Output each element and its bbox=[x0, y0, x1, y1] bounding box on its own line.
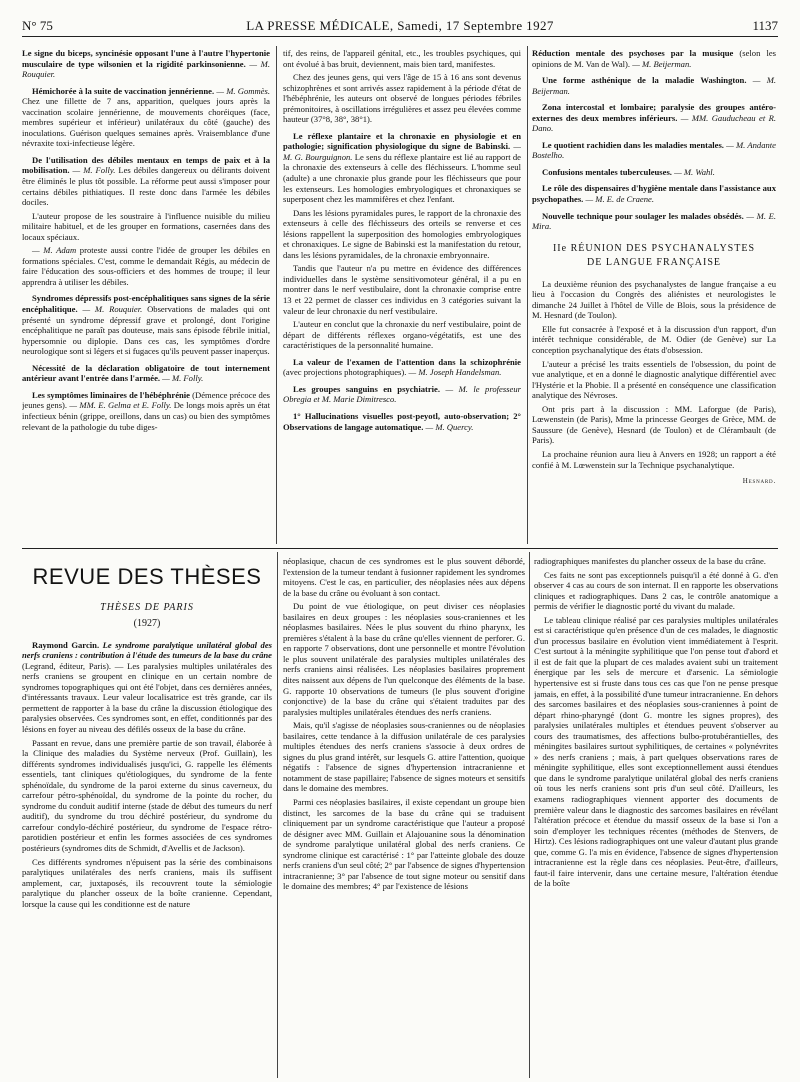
theses-title: THÈSES DE PARIS bbox=[100, 601, 194, 613]
paragraph: La deuxième réunion des psychanalystes de langue française a eu lieu à l'occasion du Congrès des aliénistes et neurologistes le dimanche 24 Juillet à l'hôtel de Ville de Blois, sous la présidence de M. Hesnard (de Toulon). bbox=[532, 278, 776, 321]
communication: Réduction mentale des psychoses par la musique (selon les opinions de M. Van de Wal). — M. Beijerman. bbox=[532, 48, 776, 69]
communication: Le quotient rachidien dans les maladies mentales. — M. Andante Bostelho. bbox=[532, 139, 776, 161]
signoff: Hesnard. bbox=[742, 477, 776, 486]
communication: Une forme asthénique de la maladie Washington. — M. Beijerman. bbox=[532, 75, 776, 96]
paragraph: Ces différents syndromes n'épuisent pas la série des combinaisons paralytiques unilatérales des nerfs craniens, mais ils suffisent amplement, car, juxtaposés, ils recouvrent toute la sémiologie paralytique du plancher osseux de la boîte cranienne. Cependant, lorsque la cause qui les conditionne est de nature bbox=[22, 856, 272, 909]
paragraph: Chez des jeunes gens, qui vers l'âge de 15 à 16 ans sont devenus schizophrènes et sont arrivés assez rapidement à la période d'état de l'hébéphrénie, les auteurs ont observé de longues périodes fébriles prémonitoires, à oscillations irrégulières et assez peu élevées comme hauteur (37°8, 38°, 38°1). bbox=[283, 72, 521, 125]
bottom-column-2 bbox=[283, 556, 525, 1078]
communication: De l'utilisation des débiles mentaux en temps de paix et à la mobilisation. — M. Folly. Les débiles dangereux ou délirants doivent être éliminés le plus tôt possible. La réforme peut aussi s'imposer pour certains débiles pithiatiques. Il reste donc dans l'armée les débiles dociles. bbox=[22, 154, 270, 208]
communication: Le réflexe plantaire et la chronaxie en physiologie et en pathologie; signification physiologique du signe de Babinski. — M. G. Bourguignon. Le sens du réflexe plantaire est lié au rapport de la chronaxie des extenseurs à celle des fléchisseurs. L'homme seul (adulte) a une chronaxie plus grande pour les fléchisseurs que pour les extenseurs. Les homologies embryologiques et chronaxiques se superposent chez les mammifères et chez l'enfant. bbox=[283, 130, 521, 205]
communication: 1° Hallucinations visuelles post-peyotl, auto-observation; 2° Observations de langage automatique. — M. Quercy. bbox=[283, 410, 521, 432]
thesis-entry: Raymond Garcin. Le syndrome paralytique unilatéral global des nerfs craniens : contribution à l'étude des tumeurs de la base du crâne (Legrand, éditeur, Paris). — Les paralysies multiples unilatérales des nerfs craniens se groupent en clinique en un certain nombre de syndromes topographiques qui ont été l'objet, dans ces dernières années, d'intéressants travaux. Leur valeur localisatrice est très grande, car ils permettent de rapporter à la base du crâne la discussion étiologique des paralysies observées. Ces syndromes sont, en effet, conditionnés par des lésions en foyer au niveau des défilés osseux de la base du crâne. bbox=[22, 639, 272, 735]
paragraph: Du point de vue étiologique, on peut diviser ces néoplasies basilaires en deux groupes : les néoplasies sous-craniennes et les néoplasmes basilaires. Nées le plus souvent du rhino pharynx, les premières s'étalent à la base du crâne qu'elles viennent de perforer. G. en rapporte 7 observations, dont une personnelle et montre l'évolution le plus souvent unilatérale des paralysies multiples unilatérales des nerfs craniens ainsi réalisées. Les néoplasies basilaires proprement dites naissent aux dépens de l'un quelconque des éléments de la base. G. rapporte 10 observations de tumeurs (le plus souvent d'origine conjonctive) de la base du crâne qui s'étaient traduites par des paralysies multiples unilatérales étendues des nerfs craniens. bbox=[283, 601, 525, 717]
column-rule bbox=[276, 46, 277, 544]
paragraph: — M. Adam proteste aussi contre l'idée de grouper les débiles en formations spéciales. C'est, comme le demandait Régis, au médecin de faire l'éducation des sous-officiers et des hommes de troupe; il leur apprendra à utiliser les débiles. bbox=[22, 245, 270, 287]
column-rule bbox=[527, 46, 528, 544]
section-divider bbox=[22, 548, 778, 549]
bottom-column-1 bbox=[22, 556, 272, 1078]
paragraph: Ont pris part à la discussion : MM. Laforgue (de Paris), Lœwenstein (de Paris), Mme la princesse Georges de Grèce, MM. de Saussure (de Genève), Hesnard (de Toulon) et de Clérambault (de Paris). bbox=[532, 403, 776, 446]
communication: Confusions mentales tuberculeuses. — M. Wahl. bbox=[542, 166, 715, 177]
communication: Nécessité de la déclaration obligatoire de tout internement antérieur avant l'entrée dans l'armée. — M. Folly. bbox=[22, 362, 270, 384]
issue-number: N° 75 bbox=[22, 18, 53, 33]
paragraph: Dans les lésions pyramidales pures, le rapport de la chronaxie des extenseurs à celle des fléchisseurs des orteils se renverse et ces lésions rappellent la superposition des homologies embryologiques et chronaxiques. Le signe de Babinski est la manifestation du retour, dans les lésions pyramidales, de la chronaxie embryonnaire. bbox=[283, 207, 521, 260]
paragraph: radiographiques manifestes du plancher osseux de la base du crâne. bbox=[534, 556, 766, 566]
paragraph: L'auteur a précisé les traits essentiels de l'obsession, du point de vue analytique, et en a donné le diagnostic analytique différentiel avec l'Hystérie et la Phobie. Il a présenté en conséquence une classification analytique des Névroses. bbox=[532, 358, 776, 401]
page-number: 1137 bbox=[752, 18, 778, 33]
communication: Syndromes dépressifs post-encéphalitiques sans signes de la série encéphalitique. — M. Rouquier. Observations de malades qui ont présenté un syndrome dépressif grave et prolongé, dont l'origine encéphalitique ne paraît pas douteuse, mais sans épisode fébrile initial, hypersomnie ou diplopie. Dans ces cas, les symptômes d'ordre neurologique sont si légers et si fugaces qu'ils peuvent passer inaperçus. bbox=[22, 293, 270, 357]
top-column-2 bbox=[283, 48, 521, 544]
journal-line: LA PRESSE MÉDICALE, Samedi, 17 Septembre 1927 bbox=[246, 18, 554, 33]
paragraph: Mais, qu'il s'agisse de néoplasies sous-craniennes ou de néoplasies basilaires, cette tendance à la diffusion unilatérale de ces paralysies multiples étendues des nerfs craniens s'associe à deux ordres de signes du plus grand intérêt, sur lesquels G. attire l'attention, quoique négatifs : l'absence de signes d'hypertension intracranienne et notamment de stase papillaire; l'absence de signes moteurs et sensitifs dans le domaine des membres. bbox=[283, 720, 525, 794]
paragraph: Ces faits ne sont pas exceptionnels puisqu'il a été donné à G. d'en observer 4 cas au cours de son internat. Il en rapporte les observations cliniques et radiographiques. Dans 2 cas, le contrôle anatomique a permis de vérifier le diagnostic porté du vivant du malade. bbox=[534, 569, 778, 612]
paragraph: La prochaine réunion aura lieu à Anvers en 1928; un rapport a été confié à M. Lœwenstein sur la Technique psychanalytique. bbox=[532, 448, 776, 470]
communication: Zona intercostal et lombaire; paralysie des groupes antéro-externes des deux membres inférieurs. — MM. Gauducheau et R. Dano. bbox=[532, 102, 776, 134]
communication: Le rôle des dispensaires d'hygiène mentale dans l'assistance aux psychopathes. — M. E. de Craene. bbox=[532, 183, 776, 205]
paragraph: Parmi ces néoplasies basilaires, il existe cependant un groupe bien distinct, les sarcomes de la base du crâne qui se traduisent cliniquement par un syndrome caractéristique que l'auteur a proposé de désigner avec MM. Guillain et Alajouanine sous la dénomination de syndrome paralytique unilatéral global des nerfs craniens. Ce syndrome clinique est caractérisé : 1° par l'atteinte globale des douze nerfs craniens d'un seul côté; 2° par l'absence de signes d'hypertension intracranienne; 3° par l'absence de tout signe moteur ou sensitif dans le domaine des membres; 4° par l'existence de lésions bbox=[283, 797, 525, 892]
paragraph: Passant en revue, dans une première partie de son travail, élaborée à la Clinique des maladies du Système nerveux (Prof. Guillain), les différents syndromes individualisés jusqu'ici, G. rappelle les éléments essentiels, tant cliniques qu'étiologiques, du syndrome de la fente sphénoïdale, du syndrome de la paroi externe du sinus caverneux, du carrefour pétro-sphénoïdal, du syndrome de la pointe du rocher, du syndrome du conduit auditif interne (stade de début des tumeurs du nerf auditif), du syndrome du trou déchiré postérieur, du syndrome du carrefour condylo-déchiré postérieur, du syndrome de l'espace rétro-parotidien postérieur et enfin les formes associées de ces syndromes postérieurs (syndromes dits de Schmidt, d'Avellis et de Jackson). bbox=[22, 737, 272, 854]
theses-year: (1927) bbox=[133, 618, 161, 630]
communication: La valeur de l'examen de l'attention dans la schizophrénie (avec projections photographiques). — M. Joseph Handelsman. bbox=[283, 356, 521, 378]
paragraph: L'auteur en conclut que la chronaxie du nerf vestibulaire, point de départ de différents réflexes organo-végétatifs, est une des caractéristiques de la personnalité humaine. bbox=[283, 319, 521, 351]
paragraph: L'auteur propose de les soustraire à l'influence nuisible du milieu militaire habituel, et de les grouper en formations, casernées dans des locaux spéciaux. bbox=[22, 210, 270, 242]
bottom-column-3 bbox=[534, 556, 778, 1078]
communication: Les groupes sanguins en psychiatrie. — M. le professeur Obregia et M. Marie Dimitresco. bbox=[283, 383, 521, 405]
paragraph: néoplasique, chacun de ces syndromes est le plus souvent débordé, l'extension de la tumeur tendant à fusionner rapidement les syndromes mitoyens. C'est le cas, en particulier, des néoplasies nées aux dépens de la base du crâne ou évoluant à son contact. bbox=[283, 556, 525, 598]
top-column-3 bbox=[532, 48, 776, 544]
communication: Le signe du biceps, syncinésie opposant l'une à l'autre l'hypertonie musculaire de type wilsonien et la rigidité parkinsonienne. — M. Rouquier. bbox=[22, 48, 270, 80]
communication: Hémichorée à la suite de vaccination jennérienne. — M. Gommès. Chez une fillette de 7 ans, apparition, quelques jours après la vaccination scolaire jennérienne, de mouvements choréiques (face, membres supérieur et inférieur) unilatéraux du côté (gauche) des inoculations. Guérison quelques semaines après. Vraisemblance d'une névraxite toxi-infectieuse légère. bbox=[22, 85, 270, 149]
column-rule bbox=[277, 552, 278, 1078]
paragraph: Elle fut consacrée à l'exposé et à la discussion d'un rapport, d'un intérêt technique considérable, de M. Odier (de Genève) sur La conception psychanalytique des états d'obsession. bbox=[532, 323, 776, 356]
section-subtitle: DE LANGUE FRANÇAISE bbox=[587, 257, 721, 269]
communication: Nouvelle technique pour soulager les malades obsédés. — M. E. Mira. bbox=[532, 210, 776, 232]
communication: Les symptômes liminaires de l'hébéphrénie (Démence précoce des jeunes gens). — MM. E. Gelma et E. Folly. De longs mois après un état infectieux bénin (grippe, oreillons, dans un cas) ou bien des symptômes relevant de la pathologie du tube diges- bbox=[22, 389, 270, 432]
paragraph: tif, des reins, de l'appareil génital, etc., les troubles psychiques, qui ont évolué à bas bruit, deviennent, mais bien tard, manifestes. bbox=[283, 48, 521, 69]
section-title: IIe RÉUNION DES PSYCHANALYSTES bbox=[552, 242, 756, 254]
running-header bbox=[22, 10, 778, 37]
column-rule bbox=[529, 552, 530, 1078]
top-column-1 bbox=[22, 48, 270, 544]
revue-title: REVUE DES THÈSES bbox=[32, 564, 262, 589]
paragraph: Le tableau clinique réalisé par ces paralysies multiples unilatérales est si caractéristique qu'en présence d'un de ces malades, le diagnostic d'un processus basilaire en évolution vient immédiatement à l'esprit. C'est surtout à la méningite syphilitique que l'on pense tout d'abord et il est de fait que la plupart de ces malades avaient subi un traitement énergique par les sels de mercure et d'arsenic. La sémiologie hypertensive est si fruste dans tous ces cas que l'on ne pense presque jamais, en effet, à la possibilité d'une tumeur intracranienne. En dehors des sarcomes basilaires et des néoplasies sous-craniennes à point de départ rhino-pharyngé (dont G. montre les signes propres), des paralysies unilatérales multiples et étendues peuvent s'observer au cours des traumatismes, des affections bulbo-protubérantielles, des méningites basilaires surtout syphilitiques, de certaines « polynévrites » des nerfs craniens ; mais, à part quelques observations rares de méningite syphilitique, elles sont exceptionnellement aussi étendues que dans le syndrome paralytique unilatéral global des nerfs craniens où tous les nerfs craniens sont pris d'un seul côté. D'ailleurs, les examens radiographiques viennent apporter des documents de première valeur dans le diagnostic des sarcomes basilaires en révélant l'altération précoce et étendue du massif osseux de la base si l'on a soin d'employer les techniques récentes (méthodes de Stenvers, de Hirtz). Ces lésions radiographiques ont une valeur d'autant plus grande que, comme G. l'a mis en évidence, l'absence de signes d'hypertension intracranienne est la règle dans ces néoplasies. Peut-être, d'ailleurs, faut-il faire intervenir, dans une certaine mesure, l'altération étendue de la boîte bbox=[534, 614, 778, 889]
paragraph: Tandis que l'auteur n'a pu mettre en évidence des différences individuelles dans le système sensitivomoteur général, il a pu en montrer dans le nerf vestibulaire, dont la chronaxie comprise entre 13 et 22 permet de classer ces individus en 3 catégories suivant la valeur de leur chronaxie du nerf vestibulaire. bbox=[283, 263, 521, 316]
